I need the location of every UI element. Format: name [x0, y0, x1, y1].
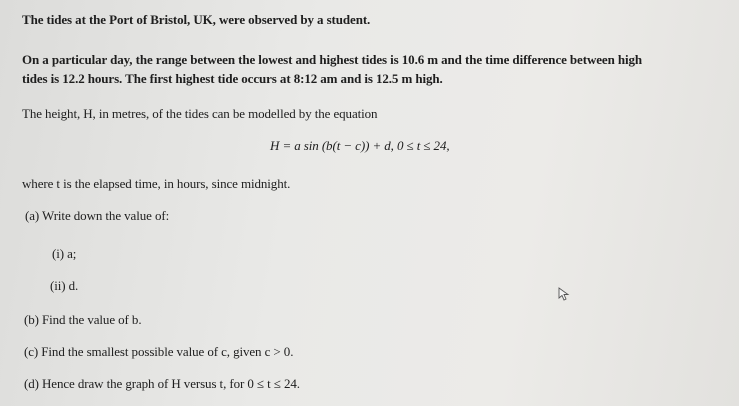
mouse-pointer-icon: [558, 287, 570, 301]
question-a-i: (i) a;: [52, 246, 77, 261]
paragraph-3: The height, H, in metres, of the tides can be modelled by the equation: [22, 106, 378, 121]
where-text: where t is the elapsed time, in hours, since midnight.: [22, 176, 291, 191]
question-a: (a) Write down the value of:: [25, 208, 170, 223]
paragraph-2-line-1: On a particular day, the range between the lowest and highest tides is 10.6 m and the time difference between high: [22, 52, 643, 67]
question-a-ii: (ii) d.: [50, 278, 79, 293]
question-d: (d) Hence draw the graph of H versus t, for 0 ≤ t ≤ 24.: [24, 376, 300, 391]
equation: H = a sin (b(t − c)) + d, 0 ≤ t ≤ 24,: [270, 138, 450, 153]
question-c: (c) Find the smallest possible value of c, given c > 0.: [24, 344, 294, 359]
intro-text: The tides at the Port of Bristol, UK, were observed by a student.: [22, 12, 371, 27]
paragraph-2-line-2: tides is 12.2 hours. The first highest tide occurs at 8:12 am and is 12.5 m high.: [22, 71, 443, 86]
question-b: (b) Find the value of b.: [24, 312, 142, 327]
